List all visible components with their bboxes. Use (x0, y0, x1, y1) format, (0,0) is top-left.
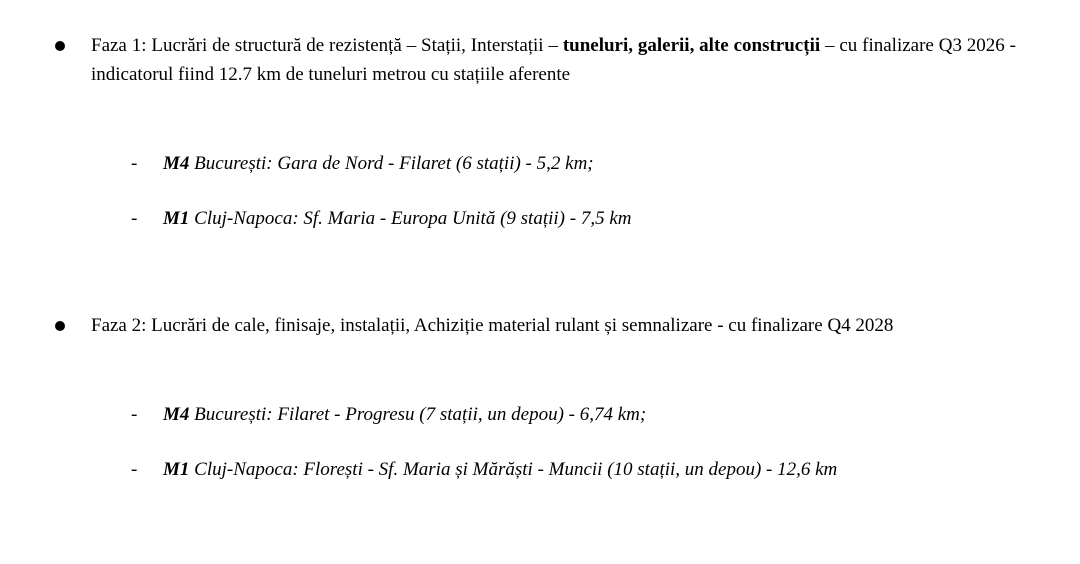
phase1-item-m4-text (163, 149, 1013, 178)
phase2-paragraph: Faza 2: Lucrări de cale, finisaje, instalații, Achiziție material rulant și semnalizare - cu finalizare Q4 2028 (91, 315, 894, 336)
dash-marker: - (131, 459, 138, 480)
line-label: M4 (163, 153, 190, 174)
item-description: București: Filaret - Progresu (7 stații, un depou) - 6,74 km; (189, 404, 647, 425)
phase1-paragraph (91, 31, 1016, 89)
dash-marker: - (131, 404, 138, 425)
phase1-bold-text: tuneluri, galerii, alte construcții (562, 35, 821, 56)
line-label: M1 (163, 459, 190, 480)
line-label: M1 (163, 208, 190, 229)
line-label: M4 (163, 404, 190, 425)
item-description: București: Gara de Nord - Filaret (6 stații) - 5,2 km; (189, 153, 594, 174)
bullet-dot-icon (55, 41, 65, 51)
item-description: Cluj-Napoca: Florești - Sf. Maria și Mărăști - Muncii (10 stații, un depou) - 12,6 km (189, 459, 838, 480)
bullet-dot-icon (55, 321, 65, 331)
phase1-text-start: Faza 1: Lucrări de structură de rezistență – Stații, Interstații – (91, 35, 563, 56)
item-description: Cluj-Napoca: Sf. Maria - Europa Unită (9 stații) - 7,5 km (189, 208, 632, 229)
phase2-item-m1-text (163, 455, 1013, 484)
phase1-item-m1-text (163, 204, 1013, 233)
phase2-item-m4-text (163, 400, 1013, 429)
dash-marker: - (131, 153, 138, 174)
dash-marker: - (131, 208, 138, 229)
phase1-text-end: – cu finalizare Q3 2026 - indicatorul fiind 12.7 km de tuneluri metrou cu stațiile aferente (91, 35, 1016, 85)
